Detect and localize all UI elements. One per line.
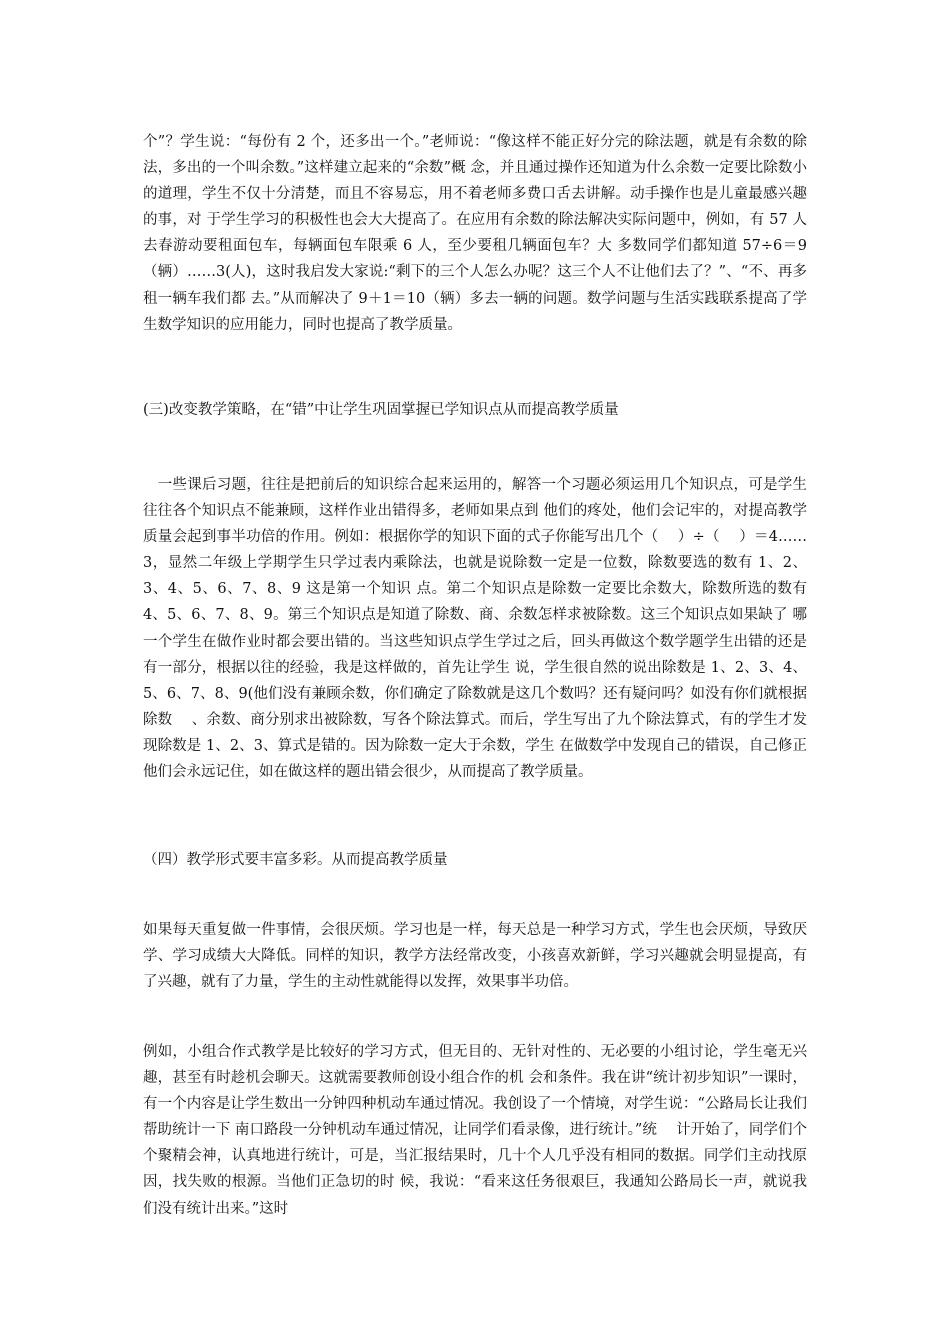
paragraph-varied-teaching: 如果每天重复做一件事情，会很厌烦。学习也是一样，每天总是一种学习方式，学生也会厌烦，导致厌学、学习成绩大大降低。同样的知识，教学方法经常改变，小孩喜欢新鲜，学习兴趣就会明显提高，有了兴趣，就有了力量，学生的主动性就能得以发挥，效果事半功倍。 xyxy=(143,922,807,991)
paragraph-remainder-division: 个”？学生说：“每份有 2 个，还多出一个。”老师说：“像这样不能正好分完的除法题，就是有余数的除法，多出的一个叫余数。”这样建立起来的“余数”概 念，并且通过操作还知道为什么余数一定要比除数小的道理，学生不仅十分清楚，而且不容易忘，用不着老师多费口舌去讲解。动手操作也是儿童最感兴趣的事，对 于学生学习的积极性也会大大提高了。在应用有余数的除法解决实际问题中，例如，有 57 人去春游动要租面包车，每辆面包车限乘 6 人，至少要租几辆面包车？大 多数同学们都知道 57÷6＝9（辆）……3(人)，这时我启发大家说:“剩下的三个人怎么办呢？这三个人不让他们去了？”、“不、再多租一辆车我们都 去。”从而解决了 9＋1＝10（辆）多去一辆的问题。数学问题与生活实践联系提高了学生数学知识的应用能力，同时也提高了教学质量。 xyxy=(143,134,807,333)
paragraph-learning-from-errors: 一些课后习题，往往是把前后的知识综合起来运用的，解答一个习题必须运用几个知识点，可是学生往往各个知识点不能兼顾，这样作业出错得多，老师如果点到 他们的疼处，他们会记牢的，对提高教学质量会起到事半功倍的作用。例如：根据你学的知识下面的式子你能写出几个（ ）÷（ ）＝4……3，显然二年级上学期学生只学过表内乘除法，也就是说除数一定是一位数，除数要选的数有 1、2、3、4、5、6、7、8、9 这是第一个知识 点。第二个知识点是除数一定要比余数大，除数所选的数有 4、5、6、7、8、9。第三个知识点是知道了除数、商、余数怎样求被除数。这三个知识点如果缺了 哪一个学生在做作业时都会要出错的。当这些知识点学生学过之后，回头再做这个数学题学生出错的还是有一部分，根据以往的经验，我是这样做的，首先让学生 说，学生很自然的说出除数是 1、2、3、4、5、6、7、8、9(他们没有兼顾余数，你们确定了除数就是这几个数吗？还有疑问吗？如没有你们就根据除数 、余数、商分别求出被除数，写各个除法算式。而后，学生写出了九个除法算式，有的学生才发现除数是 1、2、3、算式是错的。因为除数一定大于余数，学生 在做数学中发现自己的错误，自己修正他们会永远记住，如在做这样的题出错会很少，从而提高了教学质量。 xyxy=(143,477,808,781)
section-heading-4: （四）教学形式要丰富多彩。从而提高教学质量 xyxy=(143,852,448,868)
section-heading-3: (三)改变教学策略，在“错”中让学生巩固掌握已学知识点从而提高教学质量 xyxy=(143,402,619,418)
paragraph-group-cooperation: 例如，小组合作式教学是比较好的学习方式，但无目的、无针对性的、无必要的小组讨论，学生毫无兴趣，甚至有时趁机会聊天。这就需要教师创设小组合作的机 会和条件。我在讲“统计初步知识”一课时，有一个内容是让学生数出一分钟四种机动车通过情况。我创设了一个情境，对学生说：“公路局长让我们帮助统计一下 南口路段一分钟机动车通过情况，让同学们看录像，进行统计。”统 计开始了，同学们个个聚精会神，认真地进行统计，可是，当汇报结果时，几十个人几乎没有相同的数据。同学们主动找原因，找失败的根源。当他们正急切的时 候，我说：“看来这任务很艰巨，我通知公路局长一声，就说我们没有统计出来。”这时 xyxy=(143,1044,807,1217)
